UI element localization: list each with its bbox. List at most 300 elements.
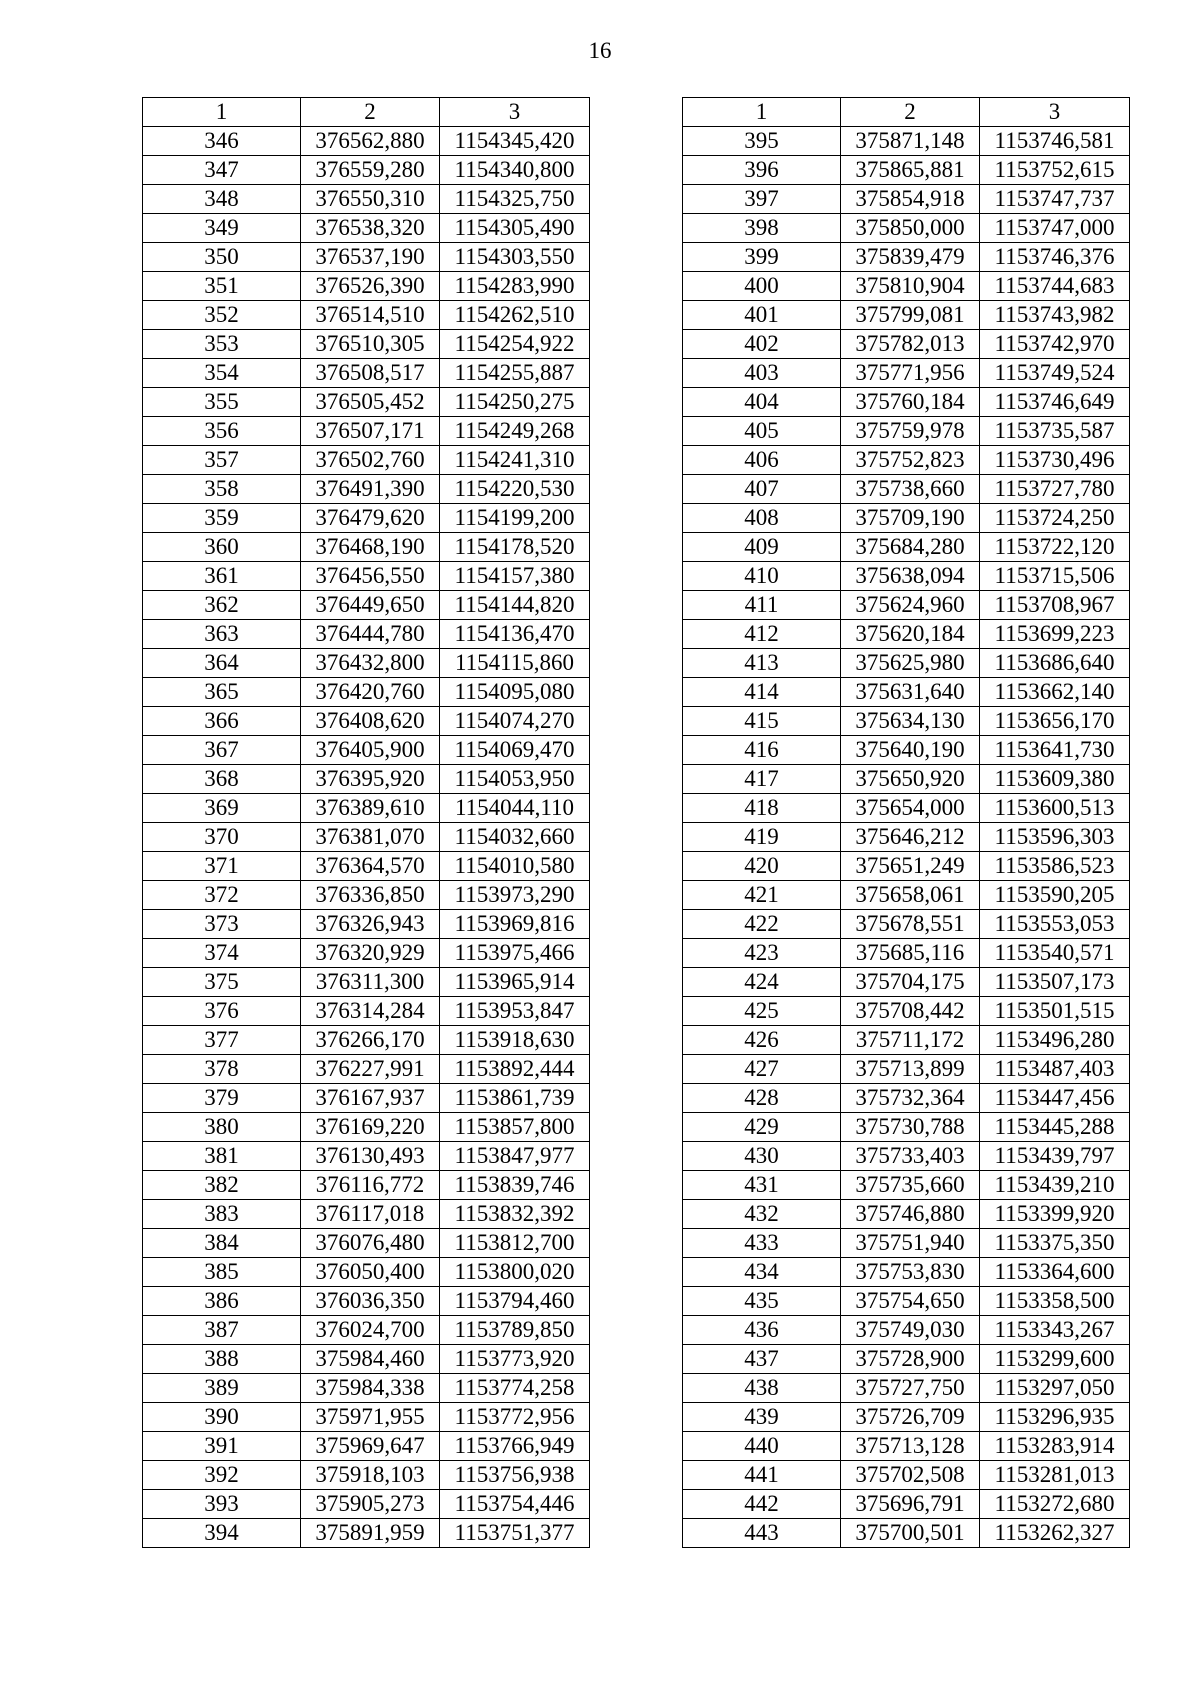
column-header-1: 1 bbox=[143, 98, 301, 127]
y-coordinate-cell: 1153283,914 bbox=[980, 1432, 1130, 1461]
y-coordinate-cell: 1153686,640 bbox=[980, 649, 1130, 678]
y-coordinate-cell: 1154220,530 bbox=[440, 475, 590, 504]
table-row bbox=[143, 417, 590, 446]
table-row bbox=[143, 301, 590, 330]
point-number-cell: 384 bbox=[143, 1229, 301, 1258]
table-row bbox=[143, 156, 590, 185]
point-number-cell: 370 bbox=[143, 823, 301, 852]
x-coordinate-cell: 375646,212 bbox=[841, 823, 980, 852]
y-coordinate-cell: 1154199,200 bbox=[440, 504, 590, 533]
point-number-cell: 420 bbox=[683, 852, 841, 881]
point-number-cell: 354 bbox=[143, 359, 301, 388]
y-coordinate-cell: 1153553,053 bbox=[980, 910, 1130, 939]
x-coordinate-cell: 375733,403 bbox=[841, 1142, 980, 1171]
x-coordinate-cell: 375918,103 bbox=[301, 1461, 440, 1490]
table-row bbox=[683, 1055, 1130, 1084]
x-coordinate-cell: 375905,273 bbox=[301, 1490, 440, 1519]
table-row bbox=[143, 1055, 590, 1084]
point-number-cell: 386 bbox=[143, 1287, 301, 1316]
y-coordinate-cell: 1153540,571 bbox=[980, 939, 1130, 968]
table-row bbox=[683, 1287, 1130, 1316]
point-number-cell: 390 bbox=[143, 1403, 301, 1432]
table-row bbox=[143, 127, 590, 156]
x-coordinate-cell: 375727,750 bbox=[841, 1374, 980, 1403]
coordinates-table-right bbox=[682, 97, 1130, 1548]
point-number-cell: 357 bbox=[143, 446, 301, 475]
table-row bbox=[683, 1258, 1130, 1287]
column-header-2: 2 bbox=[841, 98, 980, 127]
x-coordinate-cell: 376526,390 bbox=[301, 272, 440, 301]
point-number-cell: 427 bbox=[683, 1055, 841, 1084]
point-number-cell: 396 bbox=[683, 156, 841, 185]
point-number-cell: 389 bbox=[143, 1374, 301, 1403]
table-row bbox=[143, 1287, 590, 1316]
y-coordinate-cell: 1154136,470 bbox=[440, 620, 590, 649]
x-coordinate-cell: 376320,929 bbox=[301, 939, 440, 968]
y-coordinate-cell: 1153590,205 bbox=[980, 881, 1130, 910]
table-row bbox=[143, 765, 590, 794]
x-coordinate-cell: 375810,904 bbox=[841, 272, 980, 301]
y-coordinate-cell: 1153975,466 bbox=[440, 939, 590, 968]
x-coordinate-cell: 376508,517 bbox=[301, 359, 440, 388]
table-row bbox=[143, 794, 590, 823]
table-body bbox=[143, 127, 590, 1548]
table-row bbox=[143, 1113, 590, 1142]
point-number-cell: 364 bbox=[143, 649, 301, 678]
table-row bbox=[143, 1084, 590, 1113]
point-number-cell: 366 bbox=[143, 707, 301, 736]
point-number-cell: 358 bbox=[143, 475, 301, 504]
x-coordinate-cell: 375704,175 bbox=[841, 968, 980, 997]
y-coordinate-cell: 1153789,850 bbox=[440, 1316, 590, 1345]
table-row bbox=[143, 736, 590, 765]
y-coordinate-cell: 1153487,403 bbox=[980, 1055, 1130, 1084]
y-coordinate-cell: 1153969,816 bbox=[440, 910, 590, 939]
table-row bbox=[143, 1461, 590, 1490]
y-coordinate-cell: 1154250,275 bbox=[440, 388, 590, 417]
table-row bbox=[143, 185, 590, 214]
point-number-cell: 415 bbox=[683, 707, 841, 736]
table-row bbox=[683, 156, 1130, 185]
table-row bbox=[143, 359, 590, 388]
x-coordinate-cell: 376537,190 bbox=[301, 243, 440, 272]
y-coordinate-cell: 1153343,267 bbox=[980, 1316, 1130, 1345]
point-number-cell: 371 bbox=[143, 852, 301, 881]
point-number-cell: 395 bbox=[683, 127, 841, 156]
table-row bbox=[143, 1258, 590, 1287]
x-coordinate-cell: 375735,660 bbox=[841, 1171, 980, 1200]
x-coordinate-cell: 376444,780 bbox=[301, 620, 440, 649]
table-row bbox=[683, 794, 1130, 823]
point-number-cell: 375 bbox=[143, 968, 301, 997]
table-row bbox=[683, 765, 1130, 794]
y-coordinate-cell: 1154115,860 bbox=[440, 649, 590, 678]
point-number-cell: 405 bbox=[683, 417, 841, 446]
x-coordinate-cell: 375753,830 bbox=[841, 1258, 980, 1287]
x-coordinate-cell: 375754,650 bbox=[841, 1287, 980, 1316]
table-row bbox=[143, 997, 590, 1026]
table-row bbox=[683, 1142, 1130, 1171]
point-number-cell: 382 bbox=[143, 1171, 301, 1200]
point-number-cell: 437 bbox=[683, 1345, 841, 1374]
x-coordinate-cell: 375713,128 bbox=[841, 1432, 980, 1461]
table-row bbox=[683, 185, 1130, 214]
x-coordinate-cell: 375654,000 bbox=[841, 794, 980, 823]
x-coordinate-cell: 375746,880 bbox=[841, 1200, 980, 1229]
point-number-cell: 397 bbox=[683, 185, 841, 214]
table-row bbox=[143, 678, 590, 707]
point-number-cell: 413 bbox=[683, 649, 841, 678]
y-coordinate-cell: 1153600,513 bbox=[980, 794, 1130, 823]
point-number-cell: 347 bbox=[143, 156, 301, 185]
table-row bbox=[683, 243, 1130, 272]
point-number-cell: 365 bbox=[143, 678, 301, 707]
x-coordinate-cell: 376502,760 bbox=[301, 446, 440, 475]
x-coordinate-cell: 375854,918 bbox=[841, 185, 980, 214]
table-row bbox=[683, 997, 1130, 1026]
x-coordinate-cell: 375700,501 bbox=[841, 1519, 980, 1548]
point-number-cell: 414 bbox=[683, 678, 841, 707]
x-coordinate-cell: 375732,364 bbox=[841, 1084, 980, 1113]
point-number-cell: 419 bbox=[683, 823, 841, 852]
point-number-cell: 410 bbox=[683, 562, 841, 591]
table-row bbox=[143, 475, 590, 504]
table-row bbox=[143, 1432, 590, 1461]
y-coordinate-cell: 1153743,982 bbox=[980, 301, 1130, 330]
y-coordinate-cell: 1154157,380 bbox=[440, 562, 590, 591]
y-coordinate-cell: 1153918,630 bbox=[440, 1026, 590, 1055]
y-coordinate-cell: 1153656,170 bbox=[980, 707, 1130, 736]
y-coordinate-cell: 1153754,446 bbox=[440, 1490, 590, 1519]
x-coordinate-cell: 375760,184 bbox=[841, 388, 980, 417]
table-row bbox=[683, 562, 1130, 591]
point-number-cell: 412 bbox=[683, 620, 841, 649]
point-number-cell: 362 bbox=[143, 591, 301, 620]
y-coordinate-cell: 1153766,949 bbox=[440, 1432, 590, 1461]
table-row bbox=[143, 1490, 590, 1519]
table-row bbox=[683, 1345, 1130, 1374]
x-coordinate-cell: 376538,320 bbox=[301, 214, 440, 243]
point-number-cell: 409 bbox=[683, 533, 841, 562]
y-coordinate-cell: 1153299,600 bbox=[980, 1345, 1130, 1374]
table-row bbox=[143, 504, 590, 533]
x-coordinate-cell: 375650,920 bbox=[841, 765, 980, 794]
y-coordinate-cell: 1153749,524 bbox=[980, 359, 1130, 388]
point-number-cell: 359 bbox=[143, 504, 301, 533]
point-number-cell: 394 bbox=[143, 1519, 301, 1548]
y-coordinate-cell: 1154283,990 bbox=[440, 272, 590, 301]
y-coordinate-cell: 1154303,550 bbox=[440, 243, 590, 272]
table-row bbox=[683, 620, 1130, 649]
table-row bbox=[683, 214, 1130, 243]
point-number-cell: 425 bbox=[683, 997, 841, 1026]
x-coordinate-cell: 375771,956 bbox=[841, 359, 980, 388]
table-row bbox=[683, 939, 1130, 968]
point-number-cell: 399 bbox=[683, 243, 841, 272]
x-coordinate-cell: 376169,220 bbox=[301, 1113, 440, 1142]
table-row bbox=[143, 562, 590, 591]
x-coordinate-cell: 375696,791 bbox=[841, 1490, 980, 1519]
y-coordinate-cell: 1153800,020 bbox=[440, 1258, 590, 1287]
y-coordinate-cell: 1153715,506 bbox=[980, 562, 1130, 591]
x-coordinate-cell: 376507,171 bbox=[301, 417, 440, 446]
x-coordinate-cell: 375782,013 bbox=[841, 330, 980, 359]
table-row bbox=[683, 1490, 1130, 1519]
y-coordinate-cell: 1154144,820 bbox=[440, 591, 590, 620]
x-coordinate-cell: 376550,310 bbox=[301, 185, 440, 214]
table-row bbox=[683, 1084, 1130, 1113]
x-coordinate-cell: 375678,551 bbox=[841, 910, 980, 939]
point-number-cell: 440 bbox=[683, 1432, 841, 1461]
point-number-cell: 433 bbox=[683, 1229, 841, 1258]
table-header bbox=[143, 98, 590, 127]
x-coordinate-cell: 375658,061 bbox=[841, 881, 980, 910]
table-row bbox=[143, 1200, 590, 1229]
table-row bbox=[683, 1374, 1130, 1403]
y-coordinate-cell: 1153727,780 bbox=[980, 475, 1130, 504]
x-coordinate-cell: 376314,284 bbox=[301, 997, 440, 1026]
point-number-cell: 355 bbox=[143, 388, 301, 417]
y-coordinate-cell: 1153857,800 bbox=[440, 1113, 590, 1142]
table-row bbox=[683, 504, 1130, 533]
point-number-cell: 402 bbox=[683, 330, 841, 359]
x-coordinate-cell: 376336,850 bbox=[301, 881, 440, 910]
y-coordinate-cell: 1154249,268 bbox=[440, 417, 590, 446]
x-coordinate-cell: 376167,937 bbox=[301, 1084, 440, 1113]
point-number-cell: 424 bbox=[683, 968, 841, 997]
coordinates-table-left bbox=[142, 97, 590, 1548]
x-coordinate-cell: 375726,709 bbox=[841, 1403, 980, 1432]
y-coordinate-cell: 1153507,173 bbox=[980, 968, 1130, 997]
table-row bbox=[143, 1229, 590, 1258]
y-coordinate-cell: 1153794,460 bbox=[440, 1287, 590, 1316]
x-coordinate-cell: 376408,620 bbox=[301, 707, 440, 736]
table-body bbox=[683, 127, 1130, 1548]
table-row bbox=[683, 446, 1130, 475]
x-coordinate-cell: 375638,094 bbox=[841, 562, 980, 591]
table-row bbox=[683, 649, 1130, 678]
table-row bbox=[683, 475, 1130, 504]
point-number-cell: 403 bbox=[683, 359, 841, 388]
point-number-cell: 411 bbox=[683, 591, 841, 620]
x-coordinate-cell: 375759,978 bbox=[841, 417, 980, 446]
table-row bbox=[683, 852, 1130, 881]
x-coordinate-cell: 376432,800 bbox=[301, 649, 440, 678]
point-number-cell: 349 bbox=[143, 214, 301, 243]
point-number-cell: 361 bbox=[143, 562, 301, 591]
y-coordinate-cell: 1153839,746 bbox=[440, 1171, 590, 1200]
x-coordinate-cell: 376420,760 bbox=[301, 678, 440, 707]
table-row bbox=[143, 649, 590, 678]
x-coordinate-cell: 375730,788 bbox=[841, 1113, 980, 1142]
y-coordinate-cell: 1153965,914 bbox=[440, 968, 590, 997]
point-number-cell: 385 bbox=[143, 1258, 301, 1287]
y-coordinate-cell: 1153439,797 bbox=[980, 1142, 1130, 1171]
y-coordinate-cell: 1153861,739 bbox=[440, 1084, 590, 1113]
point-number-cell: 391 bbox=[143, 1432, 301, 1461]
y-coordinate-cell: 1153735,587 bbox=[980, 417, 1130, 446]
y-coordinate-cell: 1154178,520 bbox=[440, 533, 590, 562]
x-coordinate-cell: 376389,610 bbox=[301, 794, 440, 823]
x-coordinate-cell: 376395,920 bbox=[301, 765, 440, 794]
table-row bbox=[143, 1171, 590, 1200]
table-row bbox=[683, 968, 1130, 997]
y-coordinate-cell: 1153445,288 bbox=[980, 1113, 1130, 1142]
y-coordinate-cell: 1154053,950 bbox=[440, 765, 590, 794]
point-number-cell: 400 bbox=[683, 272, 841, 301]
y-coordinate-cell: 1153752,615 bbox=[980, 156, 1130, 185]
x-coordinate-cell: 376076,480 bbox=[301, 1229, 440, 1258]
column-header-3: 3 bbox=[440, 98, 590, 127]
point-number-cell: 379 bbox=[143, 1084, 301, 1113]
y-coordinate-cell: 1153297,050 bbox=[980, 1374, 1130, 1403]
y-coordinate-cell: 1153953,847 bbox=[440, 997, 590, 1026]
x-coordinate-cell: 375711,172 bbox=[841, 1026, 980, 1055]
table-row bbox=[143, 620, 590, 649]
x-coordinate-cell: 376364,570 bbox=[301, 852, 440, 881]
y-coordinate-cell: 1153586,523 bbox=[980, 852, 1130, 881]
x-coordinate-cell: 375624,960 bbox=[841, 591, 980, 620]
x-coordinate-cell: 375631,640 bbox=[841, 678, 980, 707]
table-row bbox=[143, 1519, 590, 1548]
x-coordinate-cell: 375640,190 bbox=[841, 736, 980, 765]
x-coordinate-cell: 376050,400 bbox=[301, 1258, 440, 1287]
y-coordinate-cell: 1153399,920 bbox=[980, 1200, 1130, 1229]
y-coordinate-cell: 1153722,120 bbox=[980, 533, 1130, 562]
x-coordinate-cell: 375969,647 bbox=[301, 1432, 440, 1461]
table-row bbox=[143, 939, 590, 968]
table-row bbox=[143, 533, 590, 562]
y-coordinate-cell: 1153747,737 bbox=[980, 185, 1130, 214]
point-number-cell: 367 bbox=[143, 736, 301, 765]
point-number-cell: 432 bbox=[683, 1200, 841, 1229]
y-coordinate-cell: 1154044,110 bbox=[440, 794, 590, 823]
y-coordinate-cell: 1154325,750 bbox=[440, 185, 590, 214]
point-number-cell: 346 bbox=[143, 127, 301, 156]
x-coordinate-cell: 375684,280 bbox=[841, 533, 980, 562]
point-number-cell: 372 bbox=[143, 881, 301, 910]
table-header bbox=[683, 98, 1130, 127]
point-number-cell: 369 bbox=[143, 794, 301, 823]
table-row bbox=[683, 1200, 1130, 1229]
x-coordinate-cell: 375839,479 bbox=[841, 243, 980, 272]
table-row bbox=[683, 533, 1130, 562]
x-coordinate-cell: 375971,955 bbox=[301, 1403, 440, 1432]
table-row bbox=[143, 1403, 590, 1432]
point-number-cell: 431 bbox=[683, 1171, 841, 1200]
x-coordinate-cell: 376227,991 bbox=[301, 1055, 440, 1084]
y-coordinate-cell: 1153296,935 bbox=[980, 1403, 1130, 1432]
y-coordinate-cell: 1154241,310 bbox=[440, 446, 590, 475]
y-coordinate-cell: 1153973,290 bbox=[440, 881, 590, 910]
y-coordinate-cell: 1153744,683 bbox=[980, 272, 1130, 301]
y-coordinate-cell: 1153774,258 bbox=[440, 1374, 590, 1403]
point-number-cell: 352 bbox=[143, 301, 301, 330]
y-coordinate-cell: 1153746,376 bbox=[980, 243, 1130, 272]
y-coordinate-cell: 1154032,660 bbox=[440, 823, 590, 852]
table-row bbox=[683, 881, 1130, 910]
table-row bbox=[683, 1461, 1130, 1490]
point-number-cell: 377 bbox=[143, 1026, 301, 1055]
y-coordinate-cell: 1153724,250 bbox=[980, 504, 1130, 533]
table-row bbox=[683, 1026, 1130, 1055]
point-number-cell: 416 bbox=[683, 736, 841, 765]
point-number-cell: 441 bbox=[683, 1461, 841, 1490]
y-coordinate-cell: 1153358,500 bbox=[980, 1287, 1130, 1316]
point-number-cell: 373 bbox=[143, 910, 301, 939]
point-number-cell: 408 bbox=[683, 504, 841, 533]
point-number-cell: 393 bbox=[143, 1490, 301, 1519]
y-coordinate-cell: 1154340,800 bbox=[440, 156, 590, 185]
point-number-cell: 374 bbox=[143, 939, 301, 968]
x-coordinate-cell: 376117,018 bbox=[301, 1200, 440, 1229]
y-coordinate-cell: 1154254,922 bbox=[440, 330, 590, 359]
table-row bbox=[683, 330, 1130, 359]
x-coordinate-cell: 375708,442 bbox=[841, 997, 980, 1026]
table-row bbox=[143, 1142, 590, 1171]
table-row bbox=[683, 823, 1130, 852]
x-coordinate-cell: 375625,980 bbox=[841, 649, 980, 678]
point-number-cell: 406 bbox=[683, 446, 841, 475]
table-row bbox=[683, 388, 1130, 417]
x-coordinate-cell: 375871,148 bbox=[841, 127, 980, 156]
point-number-cell: 428 bbox=[683, 1084, 841, 1113]
x-coordinate-cell: 375891,959 bbox=[301, 1519, 440, 1548]
x-coordinate-cell: 376381,070 bbox=[301, 823, 440, 852]
table-row bbox=[683, 736, 1130, 765]
x-coordinate-cell: 375749,030 bbox=[841, 1316, 980, 1345]
point-number-cell: 407 bbox=[683, 475, 841, 504]
y-coordinate-cell: 1153641,730 bbox=[980, 736, 1130, 765]
table-row bbox=[143, 1026, 590, 1055]
y-coordinate-cell: 1153364,600 bbox=[980, 1258, 1130, 1287]
x-coordinate-cell: 376479,620 bbox=[301, 504, 440, 533]
table-row bbox=[683, 1113, 1130, 1142]
table-row bbox=[143, 1316, 590, 1345]
table-row bbox=[683, 1403, 1130, 1432]
x-coordinate-cell: 376130,493 bbox=[301, 1142, 440, 1171]
table-row bbox=[683, 1229, 1130, 1258]
y-coordinate-cell: 1153609,380 bbox=[980, 765, 1130, 794]
y-coordinate-cell: 1153375,350 bbox=[980, 1229, 1130, 1258]
x-coordinate-cell: 376449,650 bbox=[301, 591, 440, 620]
y-coordinate-cell: 1153262,327 bbox=[980, 1519, 1130, 1548]
table-row bbox=[143, 272, 590, 301]
x-coordinate-cell: 375634,130 bbox=[841, 707, 980, 736]
table-row bbox=[683, 707, 1130, 736]
x-coordinate-cell: 375702,508 bbox=[841, 1461, 980, 1490]
table-row bbox=[683, 678, 1130, 707]
point-number-cell: 439 bbox=[683, 1403, 841, 1432]
x-coordinate-cell: 376468,190 bbox=[301, 533, 440, 562]
point-number-cell: 404 bbox=[683, 388, 841, 417]
y-coordinate-cell: 1154255,887 bbox=[440, 359, 590, 388]
y-coordinate-cell: 1153892,444 bbox=[440, 1055, 590, 1084]
table-row bbox=[143, 1374, 590, 1403]
x-coordinate-cell: 375651,249 bbox=[841, 852, 980, 881]
x-coordinate-cell: 376405,900 bbox=[301, 736, 440, 765]
point-number-cell: 429 bbox=[683, 1113, 841, 1142]
point-number-cell: 443 bbox=[683, 1519, 841, 1548]
x-coordinate-cell: 376311,300 bbox=[301, 968, 440, 997]
y-coordinate-cell: 1154345,420 bbox=[440, 127, 590, 156]
point-number-cell: 350 bbox=[143, 243, 301, 272]
y-coordinate-cell: 1153496,280 bbox=[980, 1026, 1130, 1055]
x-coordinate-cell: 376116,772 bbox=[301, 1171, 440, 1200]
point-number-cell: 376 bbox=[143, 997, 301, 1026]
y-coordinate-cell: 1153281,013 bbox=[980, 1461, 1130, 1490]
x-coordinate-cell: 375984,338 bbox=[301, 1374, 440, 1403]
